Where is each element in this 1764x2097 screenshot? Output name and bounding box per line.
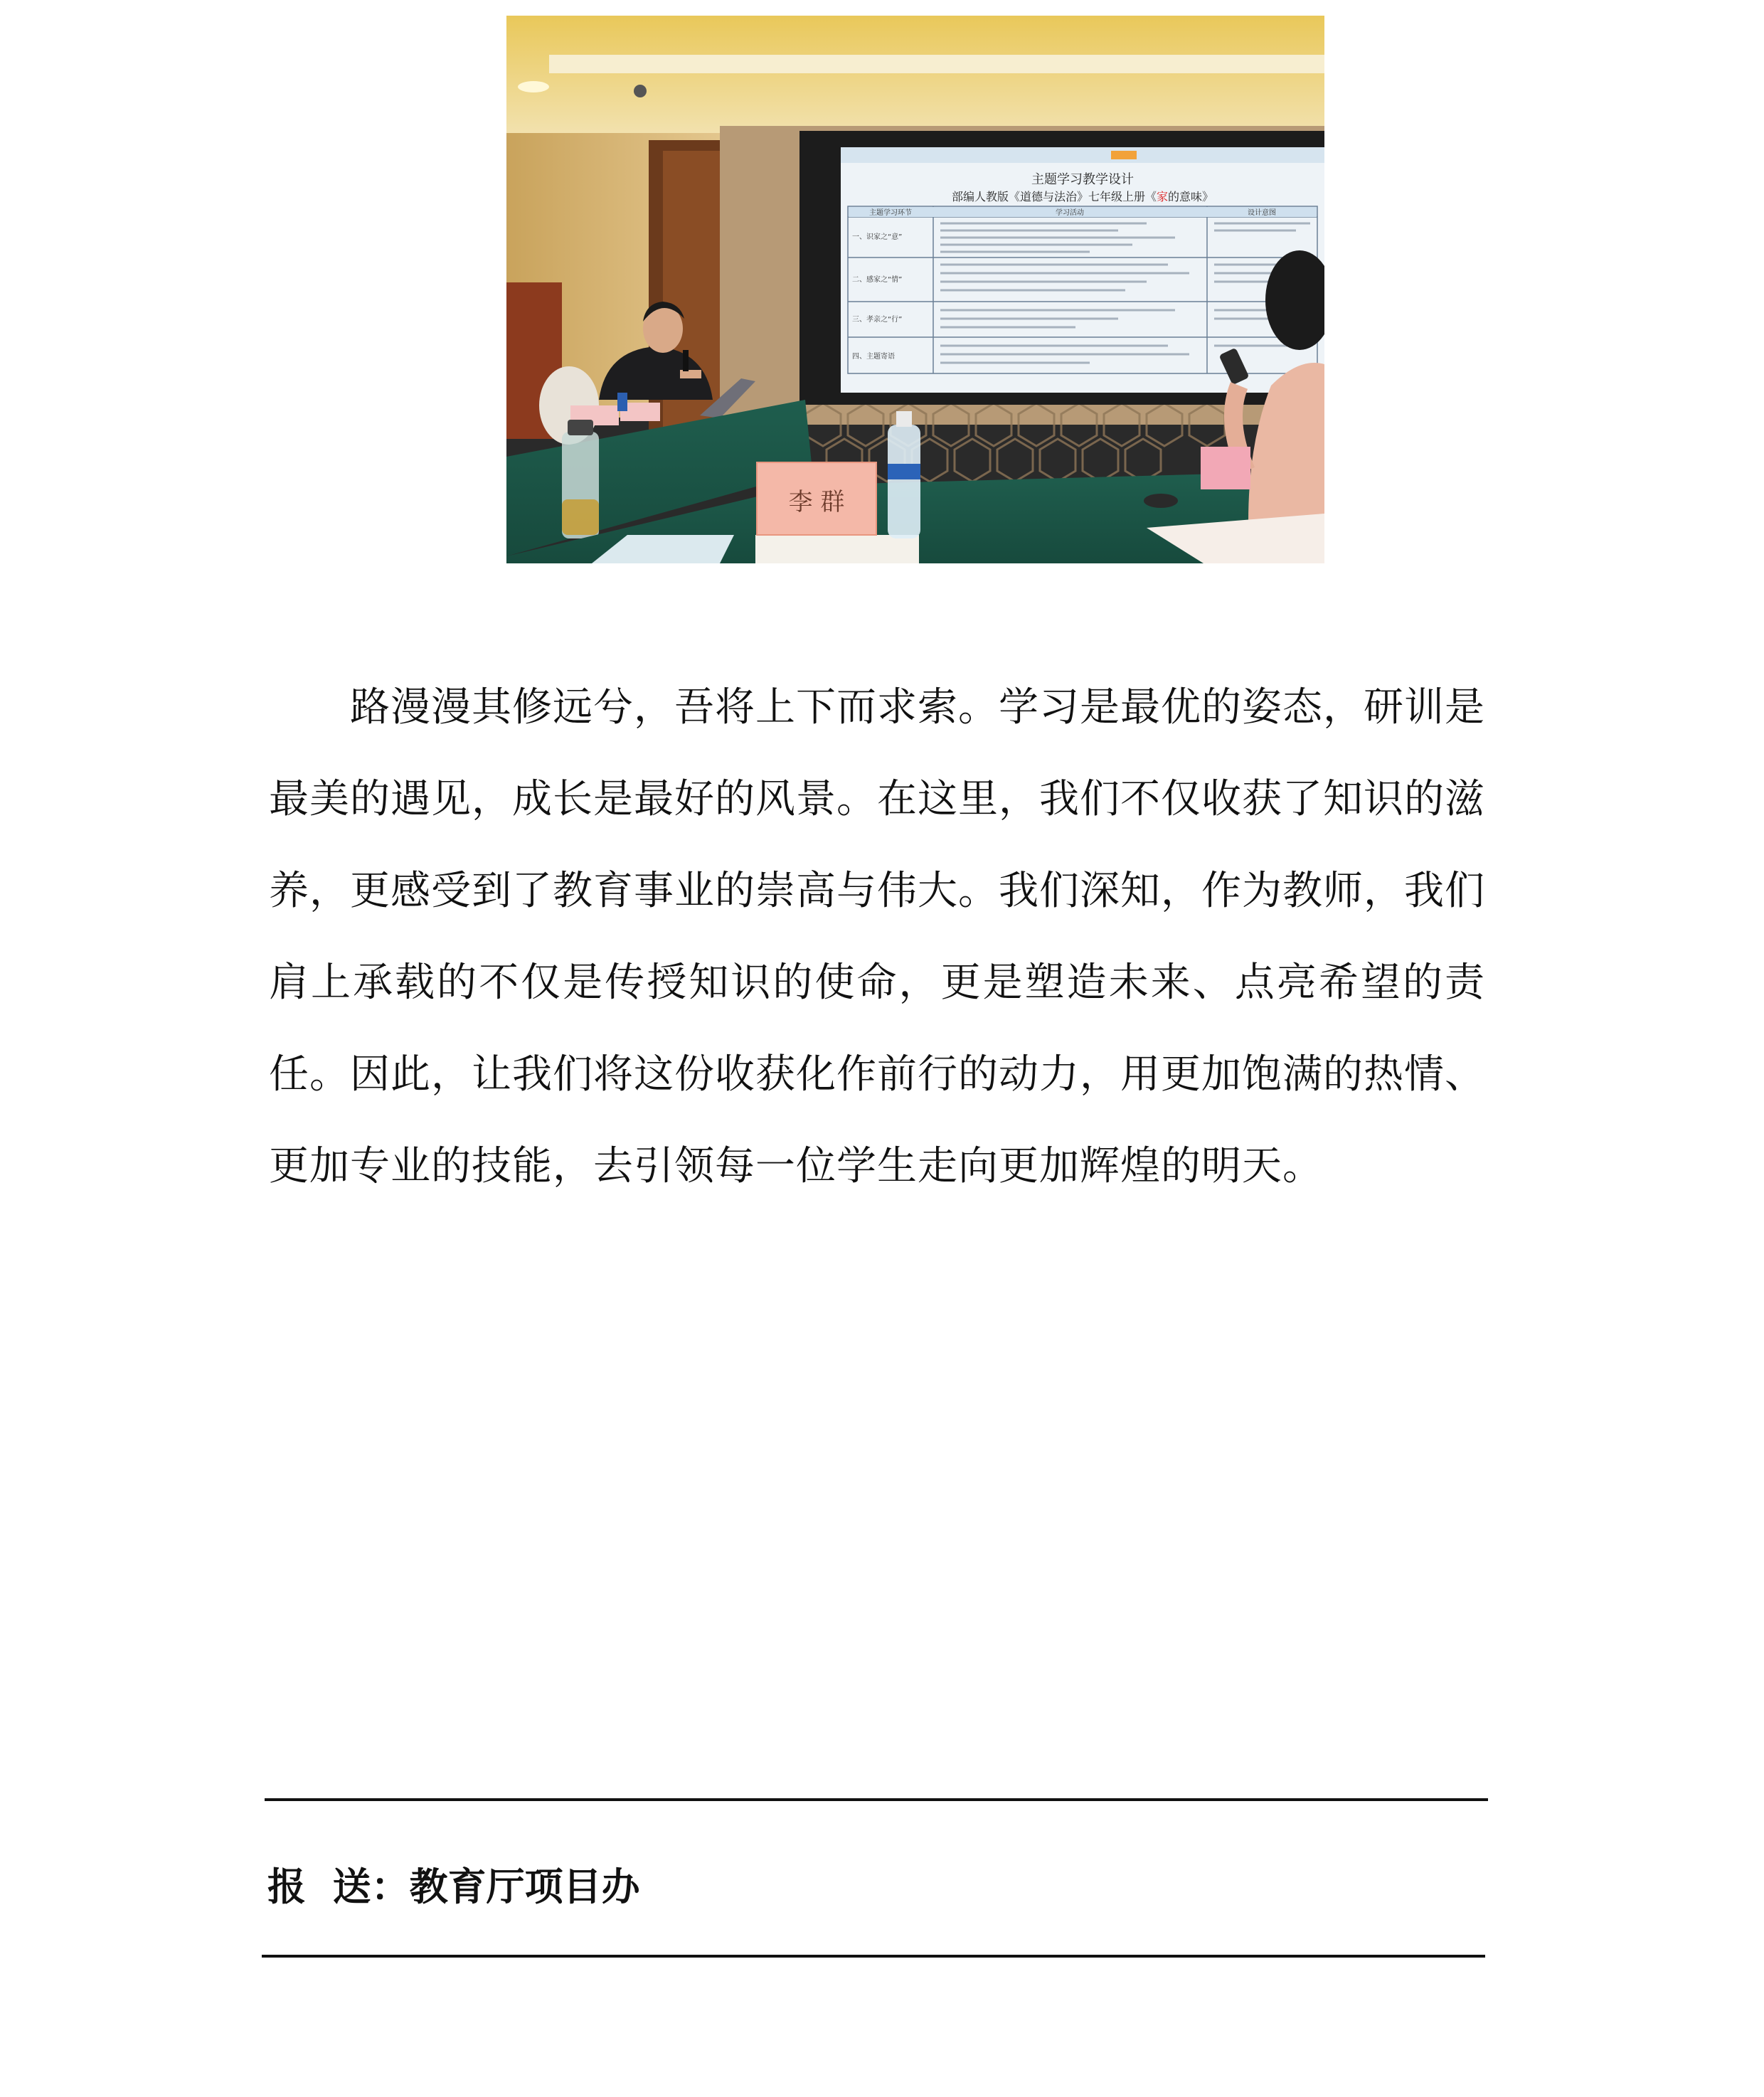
ceiling-molding (549, 55, 1324, 73)
content-body (269, 662, 1485, 1212)
footer-rule-bottom (262, 1955, 1485, 1958)
screen-title: 主题学习教学设计 (1031, 172, 1134, 187)
footer-rule-top (265, 1798, 1488, 1801)
name-card-text: 李 群 (788, 488, 845, 516)
photo-scene (506, 16, 1324, 563)
water-bottle (888, 411, 920, 538)
name-card-audience (1201, 447, 1250, 489)
water-bottle-small (617, 393, 627, 411)
screen-toolbar (841, 147, 1324, 163)
camera-dome (634, 85, 647, 97)
screen-col-stage: 主题学习环节 (869, 209, 912, 217)
ceiling (506, 16, 1324, 137)
report-to-line: 报 送：教育厅项目办 (267, 1864, 640, 1909)
tea-flask-liquid (562, 499, 599, 535)
tea-flask-cap (568, 420, 593, 435)
conference-photo (506, 16, 1324, 563)
screen-row-stage: 三、孝亲之“行” (852, 316, 903, 324)
screen-col-activity: 学习活动 (1056, 209, 1084, 217)
paper-sheet (755, 535, 919, 563)
screen-col-intent: 设计意图 (1248, 209, 1276, 217)
screen-row-stage: 一、识家之“意” (852, 233, 903, 241)
phone-on-table (1144, 494, 1178, 508)
closing-paragraph: 路漫漫其修远兮，吾将上下而求索。学习是最优的姿态，研训是最美的遇见，成长是最好的风景。在这里，我们不仅收获了知识的滋养，更感受到了教育事业的崇高与伟大。我们深知，作为教师，我们肩上承载的不仅是传授知识的使命，更是塑造未来、点亮希望的责任。因此，让我们将这份收获化作前行的动力，用更加饱满的热情、更加专业的技能，去引领每一位学生走向更加辉煌的明天。 (269, 684, 1485, 1189)
screen-row-stage: 二、感家之“情” (852, 276, 903, 284)
screen-subtitle: 部编人教版《道德与法治》七年级上册《家的意味》 (951, 190, 1214, 203)
screen-toolbar-button (1111, 151, 1137, 159)
ceiling-light (518, 81, 549, 92)
screen-row-stage: 四、主题寄语 (852, 353, 895, 361)
name-card-li-qun (757, 462, 876, 535)
